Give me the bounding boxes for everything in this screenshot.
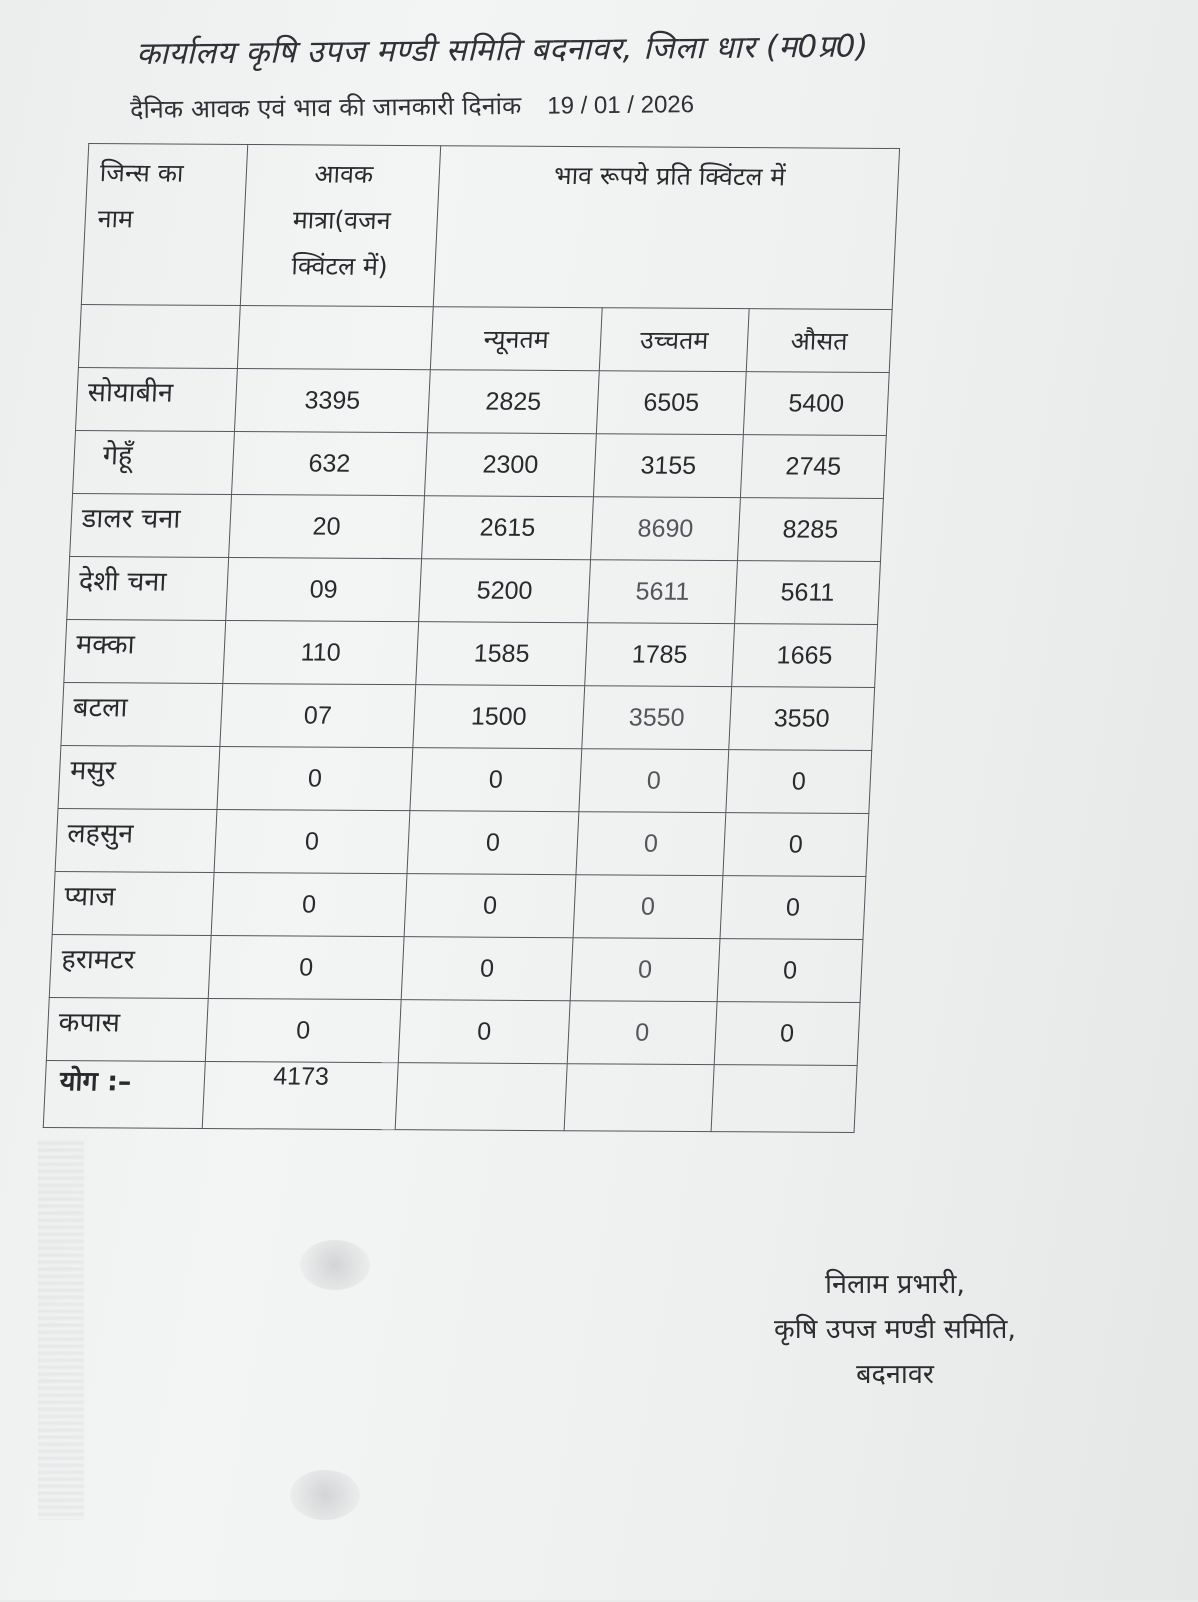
total-empty-min bbox=[395, 1063, 567, 1131]
price-avg: 5611 bbox=[735, 561, 881, 625]
commodity-name: लहसुन bbox=[55, 809, 217, 873]
price-min: 0 bbox=[407, 811, 579, 875]
commodity-name: गेहूँ bbox=[73, 431, 235, 495]
signature-block bbox=[730, 1262, 1060, 1397]
arrival-qty: 20 bbox=[229, 495, 425, 559]
table-row bbox=[52, 872, 866, 940]
arrival-qty: 3395 bbox=[234, 369, 430, 433]
commodity-name: कपास bbox=[46, 998, 208, 1062]
price-min: 0 bbox=[398, 1000, 570, 1064]
commodity-name: बटला bbox=[61, 683, 223, 747]
price-max: 0 bbox=[567, 1001, 717, 1065]
arrival-qty: 0 bbox=[217, 747, 413, 811]
price-min: 1500 bbox=[413, 685, 585, 749]
subheader-avg: औसत bbox=[746, 309, 892, 373]
commodity-name: डालर चना bbox=[70, 494, 232, 558]
price-min: 0 bbox=[404, 874, 576, 938]
header-qty-line2: मात्रा(वजन bbox=[292, 205, 392, 235]
price-min: 2300 bbox=[424, 433, 596, 497]
report-date: 19 / 01 / 2026 bbox=[547, 91, 695, 120]
price-max: 3550 bbox=[582, 686, 732, 750]
page-title: कार्यालय कृषि उपज मण्डी समिति बदनावर, जिला धार (म0प्र0) bbox=[136, 28, 869, 72]
table-row bbox=[76, 368, 890, 436]
commodity-name: देशी चना bbox=[67, 557, 229, 621]
arrival-qty: 632 bbox=[232, 432, 428, 496]
commodity-name: मसुर bbox=[58, 746, 220, 810]
header-commodity-name bbox=[81, 144, 247, 306]
table-row bbox=[55, 809, 869, 877]
total-row bbox=[43, 1061, 857, 1133]
subtitle-text: दैनिक आवक एवं भाव की जानकारी दिनांक bbox=[130, 90, 522, 124]
price-min: 0 bbox=[401, 937, 573, 1001]
table-row bbox=[70, 494, 884, 562]
price-max: 0 bbox=[573, 875, 723, 939]
price-max: 5611 bbox=[588, 560, 738, 624]
table-row bbox=[67, 557, 881, 625]
subheader-empty-qty bbox=[237, 306, 433, 370]
price-min: 2615 bbox=[422, 496, 594, 560]
arrival-qty: 09 bbox=[226, 558, 422, 622]
arrival-qty: 110 bbox=[223, 621, 419, 685]
price-max: 6505 bbox=[596, 371, 746, 435]
price-avg: 2745 bbox=[740, 435, 886, 499]
price-max: 3155 bbox=[593, 434, 743, 498]
header-commodity-line2: नाम bbox=[97, 204, 134, 234]
header-commodity-line1: जिन्स का bbox=[99, 158, 185, 188]
arrival-qty: 0 bbox=[205, 998, 401, 1062]
price-avg: 8285 bbox=[737, 498, 883, 562]
header-qty-line3: क्विंटल में) bbox=[290, 251, 389, 281]
total-empty-avg bbox=[711, 1065, 857, 1133]
subheader-max: उच्चतम bbox=[599, 308, 749, 372]
subheader-empty-name bbox=[78, 305, 240, 369]
rates-table bbox=[43, 143, 900, 1133]
price-max: 0 bbox=[579, 749, 729, 813]
table-header-row bbox=[81, 144, 899, 310]
arrival-qty: 0 bbox=[211, 873, 407, 937]
commodity-name: प्याज bbox=[52, 872, 214, 936]
commodity-name: सोयाबीन bbox=[76, 368, 238, 432]
total-empty-max bbox=[564, 1064, 714, 1132]
price-avg: 0 bbox=[720, 876, 866, 940]
price-min: 2825 bbox=[427, 370, 599, 434]
signature-line2: कृषि उपज मण्डी समिति, bbox=[773, 1314, 1016, 1345]
price-max: 0 bbox=[576, 812, 726, 876]
price-min: 5200 bbox=[419, 559, 591, 623]
header-qty-line1: आवक bbox=[313, 159, 374, 189]
price-min: 1585 bbox=[416, 622, 588, 686]
signature-line1: निलाम प्रभारी, bbox=[825, 1269, 965, 1300]
commodity-name: मक्का bbox=[64, 620, 226, 684]
price-max: 1785 bbox=[585, 623, 735, 687]
subheader-min: न्यूनतम bbox=[430, 307, 602, 371]
total-label: योग :– bbox=[43, 1061, 205, 1129]
arrival-qty: 0 bbox=[208, 935, 404, 999]
table-row bbox=[49, 935, 863, 1003]
header-price: भाव रूपये प्रति क्विंटल में bbox=[433, 146, 899, 310]
arrival-qty: 07 bbox=[220, 684, 416, 748]
header-arrival-qty bbox=[240, 145, 440, 307]
price-avg: 1665 bbox=[732, 624, 878, 688]
signature-line3: बदनावर bbox=[856, 1359, 934, 1390]
price-avg: 0 bbox=[726, 750, 872, 814]
price-max: 8690 bbox=[591, 497, 741, 561]
price-avg: 3550 bbox=[729, 687, 875, 751]
table-row bbox=[61, 683, 875, 751]
table-row bbox=[46, 998, 860, 1066]
price-avg: 0 bbox=[717, 939, 863, 1003]
table-row bbox=[64, 620, 878, 688]
arrival-qty: 0 bbox=[214, 810, 410, 874]
price-max: 0 bbox=[570, 938, 720, 1002]
price-avg: 5400 bbox=[743, 372, 889, 436]
total-qty: 4173 bbox=[202, 1061, 398, 1129]
table-subheader-row bbox=[78, 305, 892, 373]
price-min: 0 bbox=[410, 748, 582, 812]
price-avg: 0 bbox=[723, 813, 869, 877]
table-row bbox=[58, 746, 872, 814]
price-avg: 0 bbox=[714, 1002, 860, 1066]
commodity-name: हरामटर bbox=[49, 935, 211, 999]
table-row bbox=[73, 431, 887, 499]
